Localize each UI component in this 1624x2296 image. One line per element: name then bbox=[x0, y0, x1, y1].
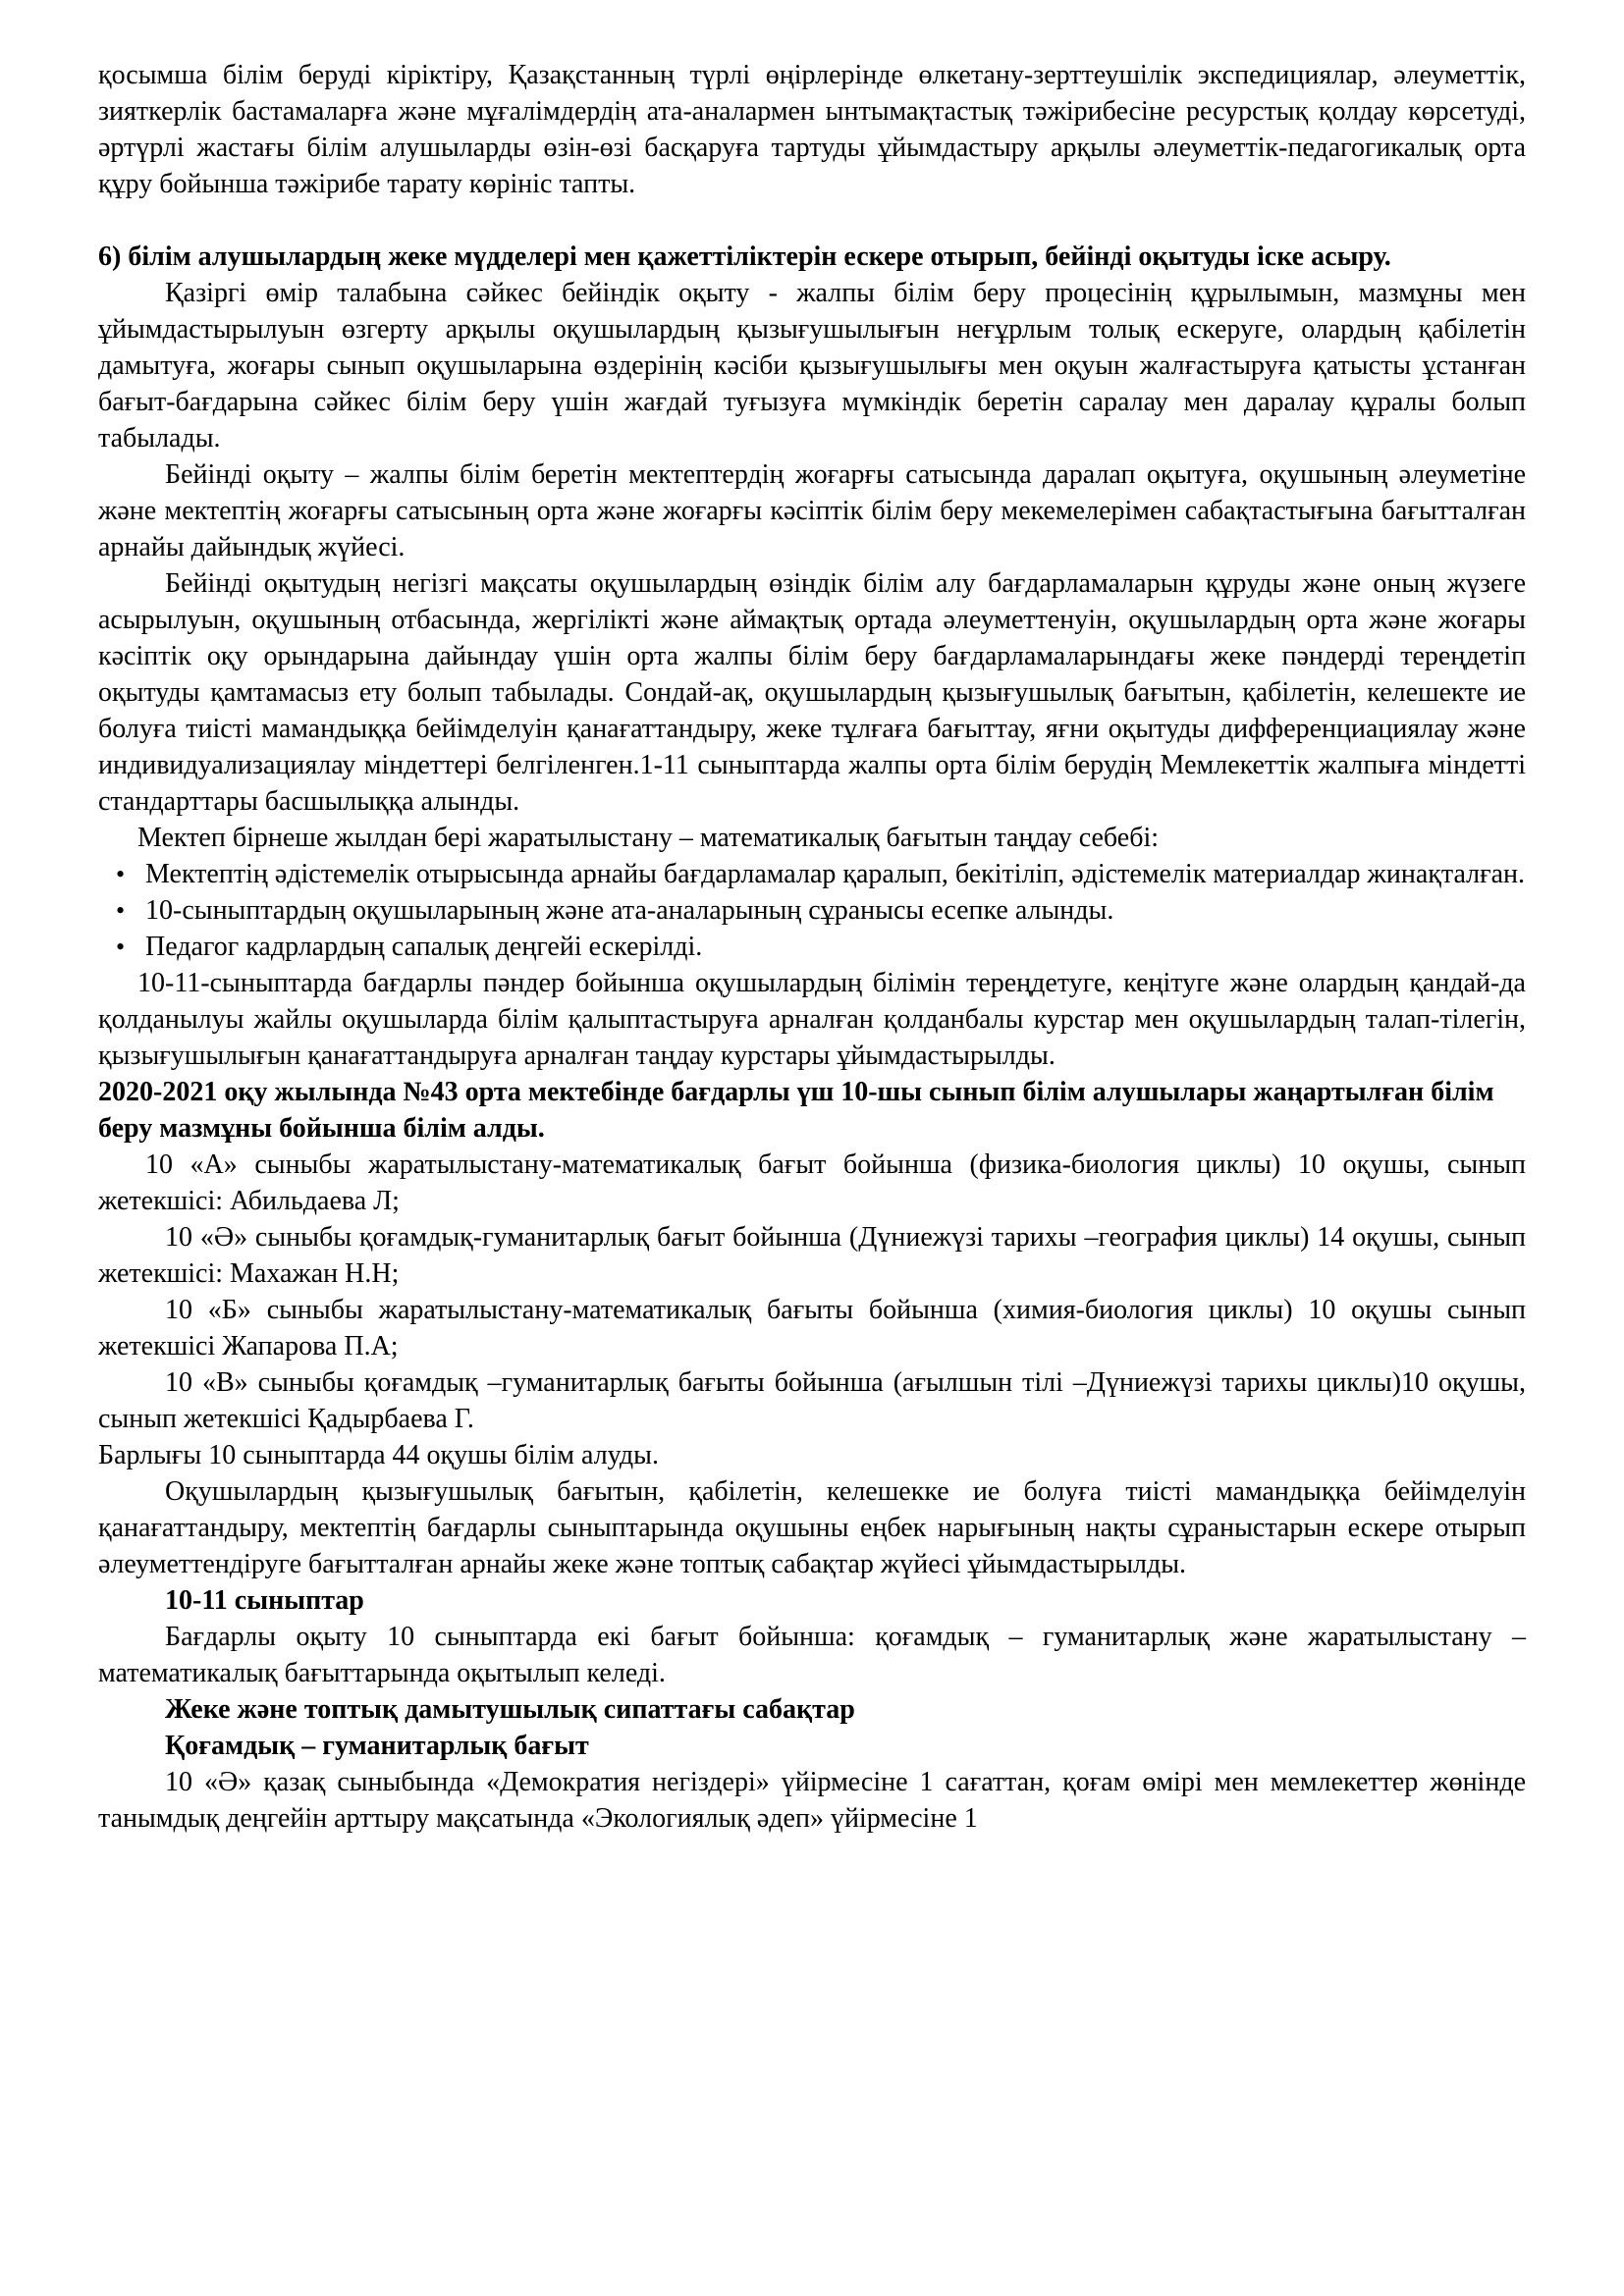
paragraph: Мектеп бірнеше жылдан бері жаратылыстану – математикалық бағытын таңдау себебі: bbox=[137, 823, 1160, 853]
section-heading: Қоғамдық – гуманитарлық бағыт bbox=[165, 1731, 589, 1761]
paragraph: 10 «А» сыныбы жаратылыстану-математикалық бағыт бойынша (физика-биология циклы) 10 оқушы, сынып жетекшісі: Абильдаева Л; bbox=[98, 1149, 1526, 1216]
section-heading: 6) білім алушылардың жеке мүдделері мен қажеттіліктерін ескере отырып, бейінді оқытуды іске асыру. bbox=[98, 241, 1391, 272]
list-item-text: Мектептің әдістемелік отырысында арнайы бағдарламалар қаралып, бекітіліп, әдістемелік материалдар жинақталған. bbox=[145, 859, 1526, 889]
paragraph: Қазіргі өмір талабына сәйкес бейіндік оқыту - жалпы білім беру процесінің құрылымын, мазмұны мен ұйымдастырылуын өзгерту арқылы оқушылардың қызығушылығын неғұрлым толық ескеруге, олардың қабілетін дамытуға, жоғары сынып оқушыларына өздерінің кәсіби қызығушылығы мен оқуын жалғастыруға қатысты ұстанған бағыт-бағдарына сәйкес білім беру үшін жағдай туғызуға мүмкіндік беретін саралау мен даралау құралы болып табылады. bbox=[98, 278, 1526, 454]
paragraph: Барлығы 10 сыныптарда 44 оқушы білім алуды. bbox=[98, 1440, 659, 1470]
bullet-icon: • bbox=[116, 896, 126, 925]
document-body bbox=[98, 57, 1526, 1837]
bullet-icon: • bbox=[116, 933, 126, 961]
list-item bbox=[98, 856, 1526, 892]
section-heading: 2020-2021 оқу жылында №43 орта мектебінде бағдарлы үш 10-шы сынып білім алушылары жаңартылған білім беру мазмұны бойынша білім алды. bbox=[98, 1077, 1494, 1144]
paragraph: 10-11-сыныптарда бағдарлы пәндер бойынша оқушылардың білімін тереңдетуге, кеңітуге және олардың қандай-да қолданылуы жайлы оқушыларда білім қалыптастыруға арналған қолданбалы курстар мен оқушылардың талап-тілегін, қызығушылығын қанағаттандыруға арналған таңдау курстары ұйымдастырылды. bbox=[98, 968, 1526, 1071]
list-item bbox=[98, 929, 1526, 965]
bullet-icon: • bbox=[116, 860, 126, 888]
paragraph: 10 «В» сыныбы қоғамдық –гуманитарлық бағыты бойынша (ағылшын тілі –Дүниежүзі тарихы циклы)10 оқушы, сынып жетекшісі Қадырбаева Г. bbox=[98, 1367, 1526, 1434]
list-item-text: Педагог кадрлардың сапалық деңгейі ескерілді. bbox=[145, 932, 703, 962]
paragraph: 10 «Ә» сыныбы қоғамдық-гуманитарлық бағыт бойынша (Дүниежүзі тарихы –география циклы) 14 оқушы, сынып жетекшісі: Махажан Н.Н; bbox=[98, 1222, 1526, 1289]
list-item bbox=[98, 892, 1526, 929]
paragraph: 10 «Ә» қазақ сыныбында «Демократия негіздері» үйірмесіне 1 сағаттан, қоғам өмірі мен мемлекеттер жөнінде танымдық деңгейін арттыру мақсатында «Экологиялық әдеп» үйірмесіне 1 bbox=[98, 1767, 1526, 1834]
paragraph: Бейінді оқыту – жалпы білім беретін мектептердің жоғарғы сатысында даралап оқытуға, оқушының әлеуметіне және мектептің жоғарғы сатысының орта және жоғарғы кәсіптік білім беру мекемелерімен сабақтастығына бағытталған арнайы дайындық жүйесі. bbox=[98, 459, 1526, 562]
section-heading: 10-11 сыныптар bbox=[165, 1585, 364, 1616]
paragraph: Оқушылардың қызығушылық бағытын, қабілетін, келешекке ие болуға тиісті мамандыққа бейімделуін қанағаттандыру, мектептің бағдарлы сыныптарында оқушыны еңбек нарығының нақты сұраныстарын ескере отырып әлеуметтендіруге бағытталған арнайы жеке және топтық сабақтар жүйесі ұйымдастырылды. bbox=[98, 1476, 1526, 1579]
paragraph: Бағдарлы оқыту 10 сыныптарда екі бағыт бойынша: қоғамдық – гуманитарлық және жаратылыстану – математикалық бағыттарында оқытылып келеді. bbox=[98, 1622, 1526, 1688]
paragraph: 10 «Б» сыныбы жаратылыстану-математикалық бағыты бойынша (химия-биология циклы) 10 оқушы сынып жетекшісі Жапарова П.А; bbox=[98, 1295, 1526, 1362]
paragraph: қосымша білім беруді кіріктіру, Қазақстанның түрлі өңірлерінде өлкетану-зерттеушілік экспедициялар, әлеуметтік, зияткерлік бастамаларға және мұғалімдердің ата-аналармен ынтымақтастық тәжірибесіне ресурстық қолдау көрсетуді, әртүрлі жастағы білім алушыларды өзін-өзі басқаруға тартуды ұйымдастыру арқылы әлеуметтік-педагогикалық орта құру бойынша тәжірибе тарату көрініс тапты. bbox=[98, 60, 1526, 199]
paragraph-spacer bbox=[98, 202, 1526, 239]
paragraph: Бейінді оқытудың негізгі мақсаты оқушылардың өзіндік білім алу бағдарламаларын құруды және оның жүзеге асырылуын, оқушының отбасында, жергілікті және аймақтық ортада әлеуметтенуін, оқушылардың орта және жоғары кәсіптік оқу орындарына дайындау үшін орта жалпы білім беру бағдарламаларындағы жеке пәндерді тереңдетіп оқытуды қамтамасыз ету болып табылады. Сондай-ақ, оқушылардың қызығушылық бағытын, қабілетін, келешекте ие болуға тиісті мамандыққа бейімделуін қанағаттандыру, жеке тұлғаға бағыттау, яғни оқытуды дифференциациялау және индивидуализациялау міндеттері белгіленген.1-11 сыныптарда жалпы орта білім берудің Мемлекеттік жалпыға міндетті стандарттары басшылыққа алынды. bbox=[98, 568, 1526, 817]
list-item-text: 10-сыныптардың оқушыларының және ата-аналарының сұранысы есепке алынды. bbox=[145, 895, 1114, 926]
section-heading: Жеке және топтық дамытушылық сипаттағы сабақтар bbox=[165, 1694, 855, 1725]
